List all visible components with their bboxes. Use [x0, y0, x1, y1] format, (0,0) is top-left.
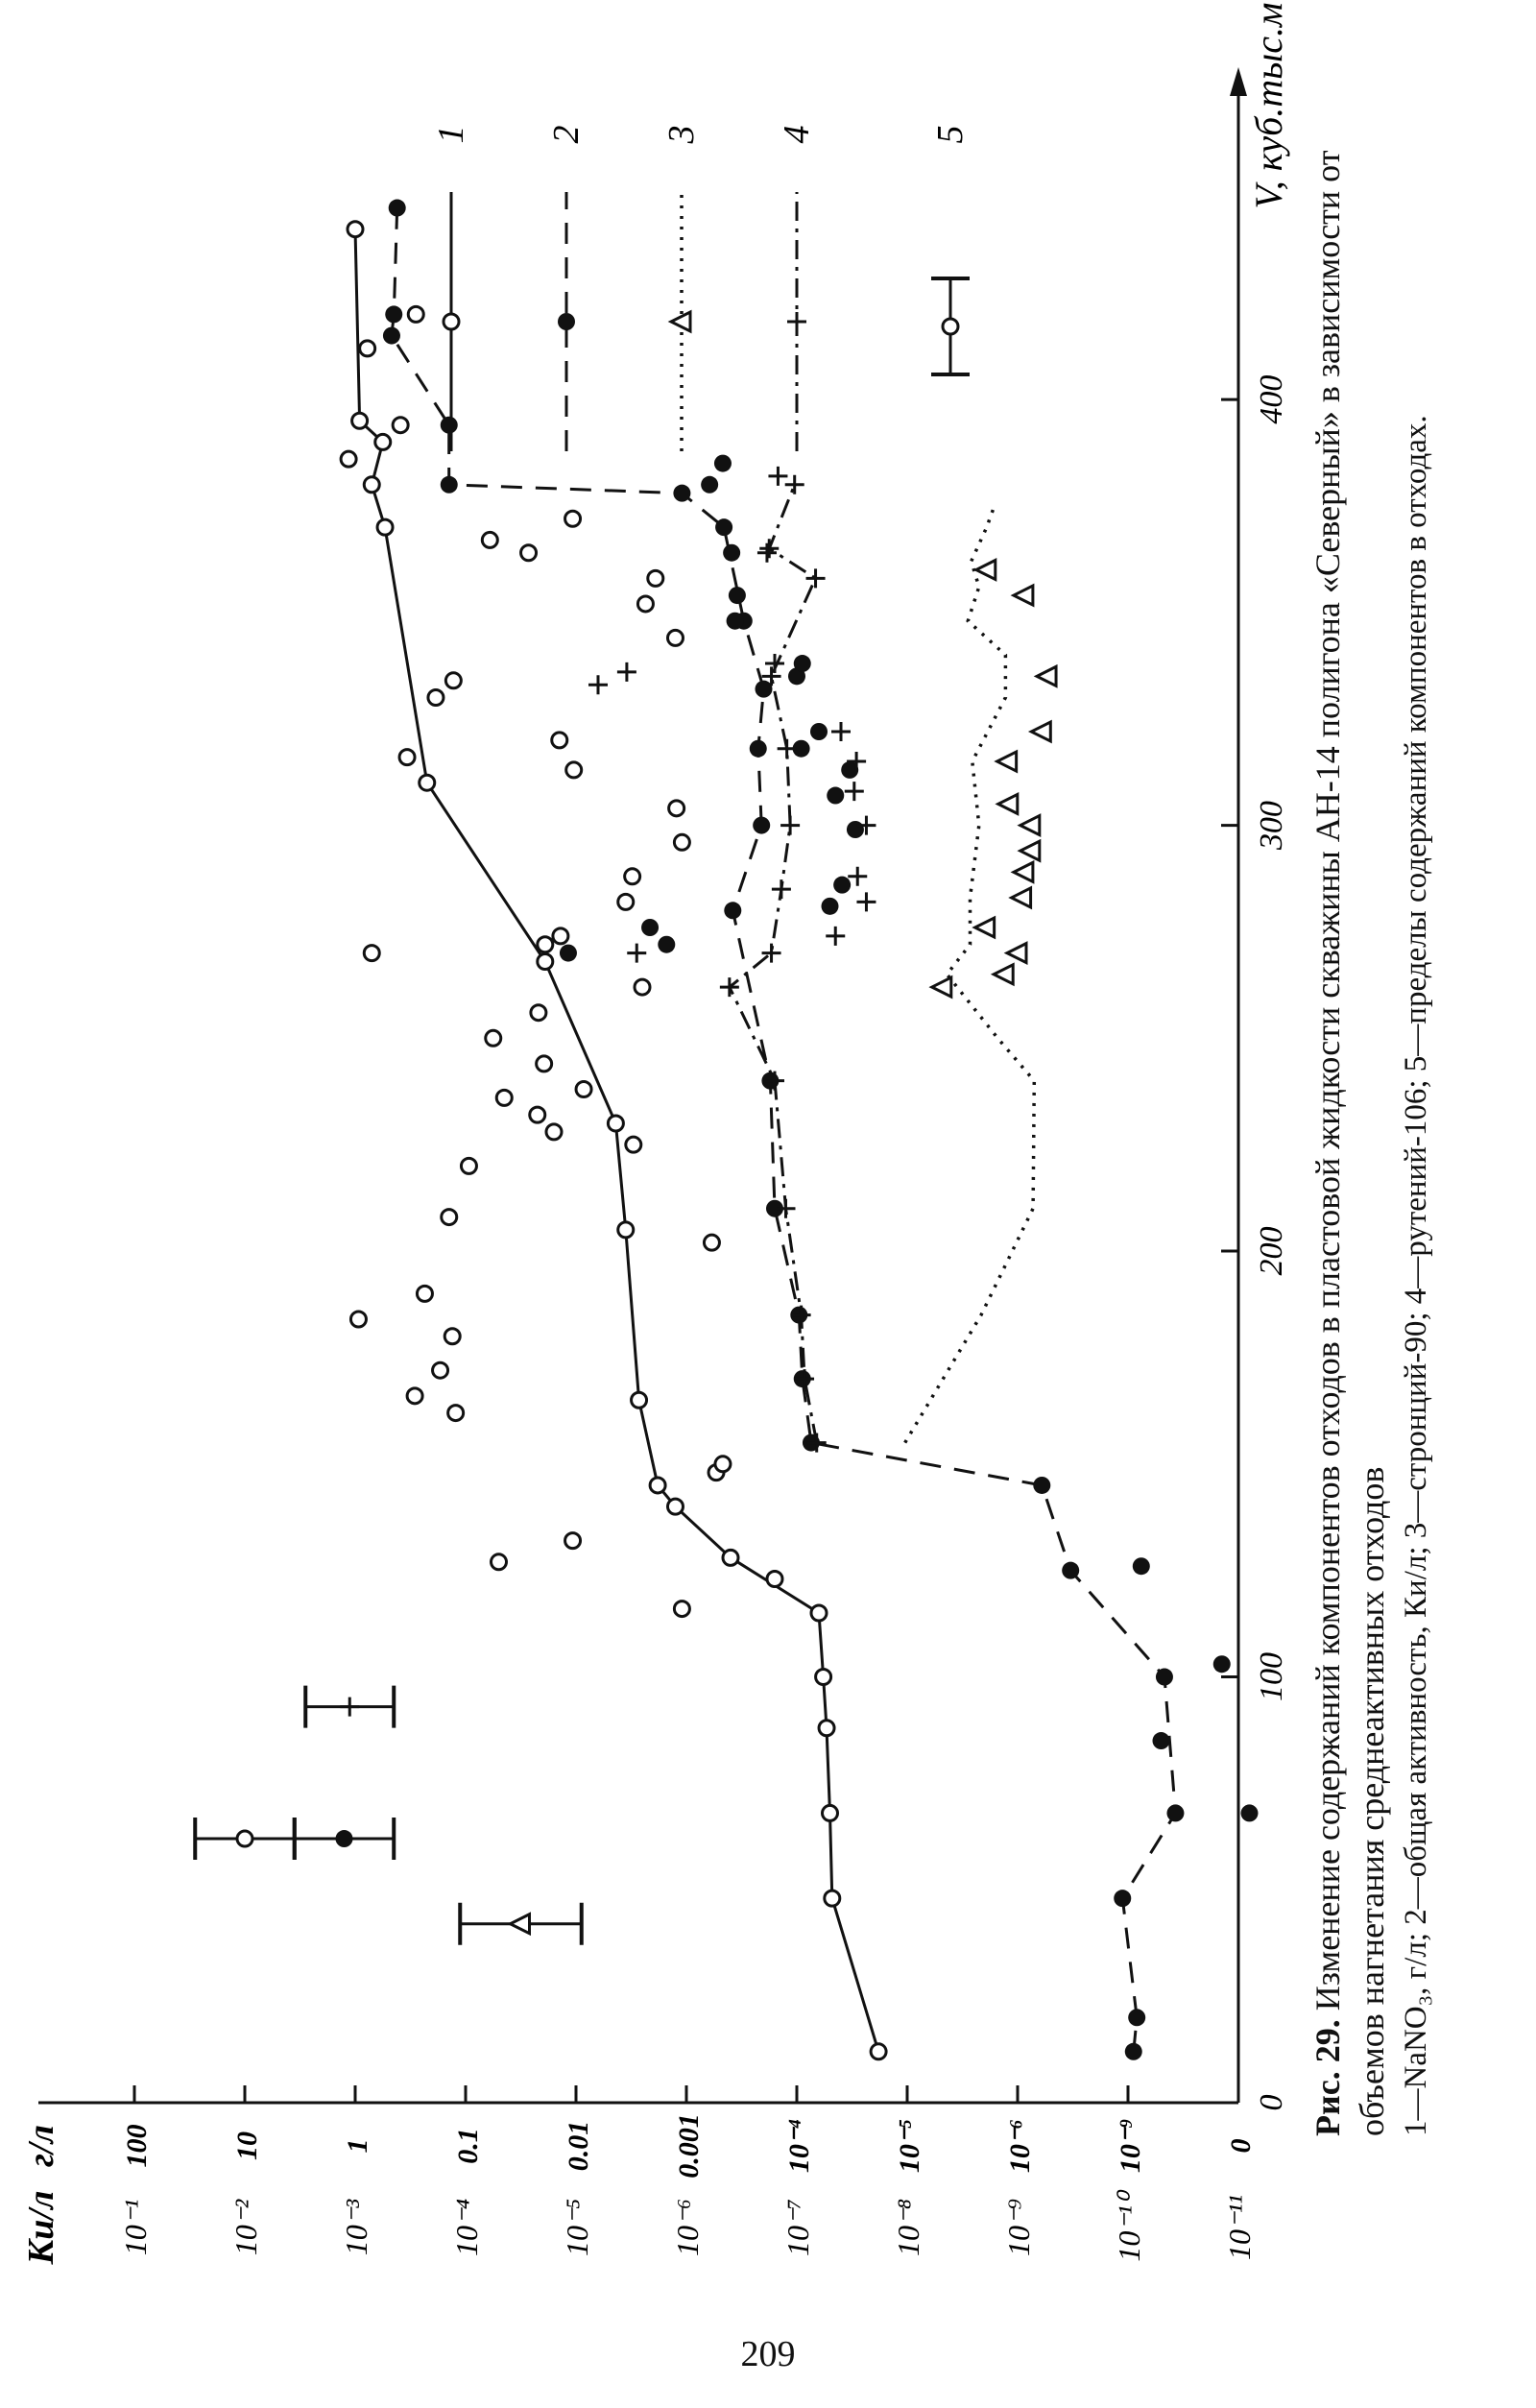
- series-3-point: [997, 752, 1017, 771]
- series-2-point: [441, 476, 458, 494]
- y-tick-label-left: 10⁻³: [339, 2199, 373, 2256]
- y-axis-label-right: г/л: [21, 2124, 61, 2168]
- series-2-point: [714, 455, 732, 472]
- series-2-point: [560, 945, 577, 962]
- series-2-point: [385, 305, 402, 323]
- series-4-point: [856, 892, 876, 911]
- series-4-point: [845, 782, 864, 801]
- series-1-point: [408, 306, 423, 322]
- series-1-point: [445, 673, 461, 688]
- caption-title: [1306, 43, 1394, 2136]
- series-1-point: [625, 869, 640, 884]
- series-1-point: [811, 1605, 827, 1621]
- series-1-point: [375, 434, 391, 449]
- series-1-point: [648, 570, 663, 586]
- series-2-point: [724, 902, 741, 919]
- series-1-point: [530, 1107, 545, 1122]
- legend-number-1: 1: [431, 125, 471, 144]
- series-2-point: [847, 821, 864, 838]
- series-3-point: [1037, 666, 1056, 686]
- series-1-point: [341, 451, 356, 467]
- range-bar-marker: [340, 1698, 359, 1717]
- series-2-point: [641, 919, 659, 936]
- series-2-point: [750, 740, 767, 758]
- series-1-point: [399, 750, 415, 765]
- y-tick-label-right: 10⁻⁶: [1004, 2118, 1036, 2174]
- series-4-point: [627, 944, 646, 963]
- x-ticks: [1221, 375, 1289, 2111]
- series-3-point: [1020, 841, 1040, 860]
- series-2-point: [383, 327, 400, 345]
- series-1-point: [486, 1030, 501, 1046]
- series-3-point: [975, 918, 995, 937]
- series-2-line: [392, 208, 1176, 2052]
- y-tick-label-left: 10⁻⁷: [780, 2198, 815, 2257]
- series-2-point: [715, 518, 732, 536]
- series-2-point: [673, 485, 690, 502]
- series-1: [341, 222, 886, 2059]
- series-2-point: [1156, 1669, 1173, 1686]
- series-2-point: [729, 587, 746, 604]
- series-2-point: [723, 544, 740, 562]
- series-1-point: [823, 1805, 838, 1820]
- y-tick-label-right: 0.1: [452, 2128, 484, 2164]
- series-1-point: [819, 1721, 834, 1736]
- y-tick-label-right: 1: [342, 2138, 373, 2154]
- series-3-point: [1014, 586, 1033, 605]
- series-1-point: [767, 1572, 782, 1587]
- series-1-point: [871, 2044, 886, 2059]
- series-1-point: [546, 1124, 562, 1140]
- x-axis-label: V, куб.тыс.м: [1247, 2, 1290, 209]
- series-4-point: [778, 739, 797, 759]
- x-tick-label: 100: [1254, 1652, 1289, 1702]
- caption-title-text: Изменение содержаний компонентов отходов в пластовой жидкости скважины АН-14 полигона «Северный» в зависимости от объемов нагнетания среднеактивных отходов: [1308, 150, 1391, 2136]
- series-1-point: [348, 222, 363, 237]
- range-bar-series-2: [295, 1818, 395, 1860]
- series-2-point: [753, 817, 770, 834]
- series-1-point: [521, 545, 537, 561]
- series-2-point: [727, 613, 744, 630]
- series-1-point: [632, 1392, 647, 1408]
- range-bar-series-3: [460, 1903, 582, 1945]
- series-2-point: [794, 655, 811, 672]
- series-2-point: [756, 681, 773, 698]
- series-1-point: [635, 979, 650, 995]
- series-layer: [341, 200, 1258, 2060]
- series-1-point: [618, 894, 634, 909]
- ranges-layer: [195, 1686, 582, 1945]
- series-2-point: [827, 787, 844, 805]
- series-1-point: [407, 1388, 422, 1404]
- series-1-point: [723, 1550, 738, 1565]
- series-2-point: [1125, 2043, 1142, 2060]
- series-1-point: [669, 801, 684, 816]
- legend-number-5: 5: [930, 125, 971, 144]
- series-3-point: [1014, 862, 1033, 881]
- series-3-line: [905, 506, 1035, 1443]
- series-1-point: [538, 953, 553, 969]
- y-tick-label-left: 10⁻⁸: [891, 2198, 925, 2257]
- legend-number-4: 4: [777, 125, 817, 144]
- y-ticks: [118, 2085, 1257, 2262]
- series-4-point: [826, 927, 845, 946]
- series-1-point: [552, 733, 567, 748]
- series-1-line: [355, 229, 878, 2052]
- caption-figure-label: Рис. 29.: [1308, 2019, 1347, 2136]
- series-1-point: [626, 1137, 641, 1152]
- series-1-point: [482, 532, 497, 547]
- legend-marker-1: [444, 314, 459, 329]
- series-1-point: [461, 1158, 476, 1173]
- series-1-point: [531, 1005, 546, 1021]
- series-2-point: [701, 476, 718, 494]
- y-tick-label-left: 10⁻⁵: [560, 2198, 594, 2257]
- series-1-point: [364, 477, 379, 493]
- series-1-point: [637, 596, 653, 612]
- series-2-point: [1133, 1557, 1150, 1575]
- series-1-point: [674, 834, 689, 850]
- series-1-point: [393, 418, 408, 433]
- page-number: 209: [740, 2334, 796, 2374]
- legend-marker-2: [558, 313, 575, 330]
- series-1-point: [417, 1286, 432, 1301]
- x-tick-label: 300: [1254, 801, 1289, 851]
- series-4-point: [848, 867, 867, 886]
- series-2-point: [1241, 1804, 1259, 1821]
- series-1-point: [668, 630, 684, 645]
- series-2: [383, 200, 1259, 2060]
- chart-axes: [38, 67, 1247, 2103]
- series-1-point: [553, 928, 568, 944]
- y-axis-label-left: Ки/л: [21, 2190, 61, 2265]
- series-1-point: [608, 1116, 623, 1131]
- series-1-point: [350, 1312, 366, 1327]
- legend-item-3: [661, 126, 702, 452]
- series-1-point: [364, 946, 379, 961]
- chart-legend: [431, 126, 971, 452]
- y-tick-label-right: 10⁻⁵: [894, 2118, 925, 2174]
- legend-item-1: [431, 126, 471, 452]
- series-2-point: [1166, 1804, 1184, 1821]
- series-3-point: [1007, 944, 1026, 963]
- series-2-point: [658, 936, 675, 953]
- legend-range-marker: [943, 319, 958, 334]
- series-3-point: [976, 560, 996, 579]
- y-tick-label-right: 10⁻⁹: [1115, 2118, 1146, 2174]
- series-4-point: [768, 467, 787, 486]
- x-tick-label: 400: [1254, 374, 1289, 424]
- y-tick-label-right: 0.001: [673, 2113, 705, 2179]
- series-1-point: [428, 690, 444, 706]
- series-2-point: [822, 898, 839, 915]
- y-tick-label-left: 10⁻¹⁰: [1112, 2193, 1146, 2262]
- series-2-point: [1033, 1477, 1050, 1494]
- range-bar-series-1: [195, 1818, 295, 1860]
- y-tick-label-right: 100: [121, 2124, 153, 2168]
- y-tick-label-left: 10⁻¹¹: [1222, 2194, 1257, 2261]
- y-tick-label-right: 0: [1225, 2138, 1257, 2154]
- range-bar-marker: [237, 1831, 252, 1846]
- series-4-point: [588, 675, 608, 694]
- legend-item-2: [546, 126, 587, 452]
- series-3-point: [1020, 816, 1040, 835]
- series-2-point: [1114, 1890, 1131, 1907]
- legend-item-5: [930, 126, 971, 375]
- series-3: [905, 506, 1056, 1443]
- series-1-point: [360, 341, 375, 356]
- legend-number-3: 3: [661, 125, 702, 144]
- series-1-point: [650, 1478, 665, 1493]
- series-4-point: [757, 543, 777, 563]
- x-axis-arrow-icon: [1230, 67, 1247, 96]
- series-1-point: [444, 1329, 460, 1344]
- series-1-point: [448, 1406, 464, 1421]
- series-3-point: [1031, 722, 1050, 741]
- series-2-point: [833, 877, 851, 894]
- legend-item-4: [777, 126, 817, 452]
- legend-number-2: 2: [546, 125, 587, 144]
- series-2-point: [1153, 1732, 1170, 1749]
- range-bar-marker: [336, 1830, 353, 1847]
- series-1-point: [537, 1056, 552, 1072]
- y-tick-label-right: 0.01: [563, 2120, 594, 2172]
- series-1-point: [704, 1235, 719, 1250]
- range-bar-marker: [511, 1914, 530, 1934]
- y-tick-label-left: 10⁻⁹: [1001, 2198, 1036, 2257]
- series-4-point: [617, 662, 636, 682]
- series-1-point: [668, 1499, 684, 1514]
- legend-marker-3: [671, 312, 690, 331]
- series-4-point: [831, 722, 851, 741]
- series-2-point: [1213, 1655, 1231, 1673]
- series-1-point: [433, 1362, 448, 1378]
- series-1-point: [492, 1554, 507, 1570]
- series-1-point: [352, 413, 368, 428]
- series-1-point: [715, 1457, 731, 1472]
- series-1-point: [825, 1890, 840, 1906]
- series-3-point: [932, 977, 951, 997]
- x-tick-label: 200: [1254, 1226, 1289, 1276]
- series-3-point: [1012, 888, 1031, 907]
- series-1-point: [377, 519, 393, 535]
- series-1-point: [538, 937, 553, 952]
- series-2-point: [810, 723, 828, 740]
- series-1-point: [420, 775, 435, 790]
- series-4-point: [772, 879, 791, 899]
- series-2-point: [1128, 2009, 1145, 2026]
- series-4-point: [759, 539, 779, 558]
- series-1-point: [565, 511, 581, 526]
- y-tick-label-left: 10⁻²: [228, 2199, 263, 2256]
- series-1-point: [496, 1090, 512, 1105]
- series-3-point: [998, 794, 1018, 813]
- y-tick-label-right: 10⁻⁴: [783, 2118, 815, 2174]
- series-4-point: [780, 816, 800, 835]
- series-1-point: [576, 1082, 591, 1097]
- series-1-point: [618, 1222, 634, 1238]
- figure-caption: [1306, 43, 1438, 2136]
- series-2-point: [389, 200, 406, 217]
- y-tick-label-left: 10⁻⁴: [449, 2198, 484, 2257]
- x-tick-label: 0: [1254, 2094, 1289, 2111]
- legend-marker-4: [787, 312, 806, 331]
- series-4-point: [785, 475, 804, 494]
- series-1-point: [566, 762, 582, 778]
- series-1-point: [674, 1601, 689, 1617]
- series-3-point: [994, 965, 1013, 984]
- caption-legend-text: 1—NaNO₃, г/л; 2—общая активность, Ки/л; 3—стронций-90; 4—рутений-106; 5—пределы содержаний компонентов в отходах.: [1399, 415, 1433, 2136]
- y-tick-label-left: 10⁻¹: [118, 2199, 153, 2256]
- series-1-point: [565, 1533, 581, 1549]
- series-1-point: [816, 1670, 831, 1685]
- series-2-point: [1062, 1562, 1079, 1579]
- series-2-point: [441, 417, 458, 434]
- series-4-point: [806, 568, 826, 588]
- range-bar-series-4: [305, 1686, 394, 1728]
- y-tick-label-left: 10⁻⁶: [670, 2198, 705, 2257]
- series-1-point: [442, 1210, 457, 1225]
- y-tick-label-right: 10: [231, 2131, 263, 2160]
